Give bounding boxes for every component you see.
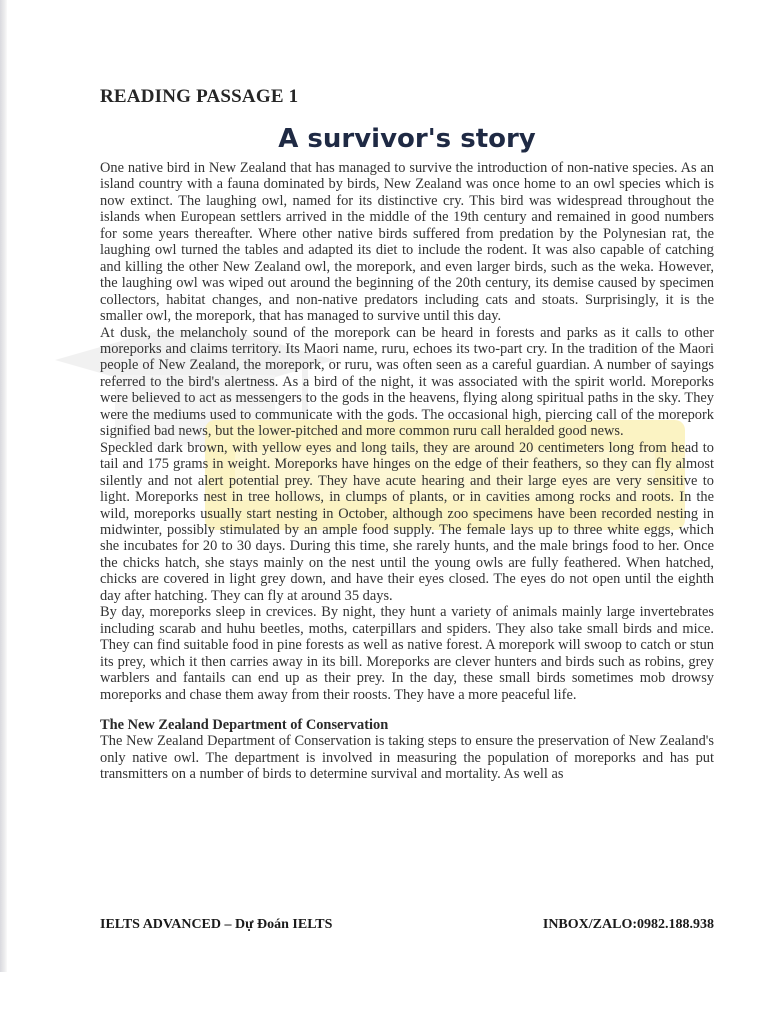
section-paragraph: The New Zealand Department of Conservation is taking steps to ensure the preservation of New Zealand's only native owl. The department is involved in measuring the population of moreporks and has put transmitters on a number of birds to determine survival and mortality. As well as (100, 733, 714, 783)
paragraph-2: At dusk, the melancholy sound of the morepork can be heard in forests and parks as it calls to other moreporks and claims territory. Its Maori name, ruru, echoes its two-part cry. In the tradition of the Maori people of New Zealand, the morepork, or ruru, was often seen as a careful guardian. A number of sayings referred to the bird's alertness. As a bird of the night, it was associated with the spirit world. Moreporks were believed to act as messengers to the gods in the heavens, flying along spiritual paths in the sky. They were the mediums used to communicate with the gods. The occasional high, piercing call of the morepork signified bad news, but the lower-pitched and more common ruru call heralded good news. (100, 324, 714, 440)
page-left-edge (0, 0, 7, 1024)
paragraph-3: Speckled dark brown, with yellow eyes and long tails, they are around 20 centimeters long from head to tail and 175 grams in weight. Moreporks have hinges on the edge of their feathers, so they can fly almost silently and not alert potential prey. They have acute hearing and their large eyes are very sensitive to light. Moreporks nest in tree hollows, in clumps of plants, or in cavities among rocks and roots. In the wild, moreporks usually start nesting in October, although zoo specimens have been recorded nesting in midwinter, possibly stimulated by an ample food supply. The female lays up to three white eggs, which she incubates for 20 to 30 days. During this time, she rarely hunts, and the male brings food to her. Once the chicks hatch, she stays mainly on the nest until the young owls are fully feathered. When hatched, chicks are covered in light grey down, and have their eyes closed. The eyes do not open until the eighth day after hatching. They can fly at around 35 days. (100, 439, 714, 604)
passage-title: A survivor's story (278, 124, 536, 154)
paragraph-1: One native bird in New Zealand that has managed to survive the introduction of non-native species. As an island country with a fauna dominated by birds, New Zealand was once home to an owl species which is now extinct. The laughing owl, named for its distinctive cry. This bird was widespread throughout the islands when European settlers arrived in the middle of the 19th century and remained in good numbers for some years thereafter. Where other native birds suffered from predation by the Polynesian rat, the laughing owl turned the tables and adapted its diet to include the rodent. It was also capable of catching and killing the other New Zealand owl, the morepork, and even larger birds, such as the weka. However, the laughing owl was wiped out around the beginning of the 20th century, its demise caused by specimen collectors, habitat changes, and non-native predators including cats and stoats. Surprisingly, it is the smaller owl, the morepork, that has managed to survive until this day. (100, 160, 714, 325)
page-bottom-margin (0, 972, 768, 1024)
footer-contact: INBOX/ZALO:0982.188.938 (542, 917, 714, 932)
paragraph-4: By day, moreporks sleep in crevices. By night, they hunt a variety of animals mainly large invertebrates including scarab and huhu beetles, moths, caterpillars and spiders. They also take small birds and mice. They can find suitable food in pine forests as well as native forest. A morepork will swoop to catch or stun its prey, which it then carries away in its bill. Moreporks are clever hunters and birds such as robins, grey warblers and fantails can end up as their prey. In the day, these small birds sometimes mob drowsy moreporks and chase them away from their roosts. They have a more peaceful life. (100, 604, 714, 703)
passage-body (100, 160, 714, 783)
passage-label: READING PASSAGE 1 (100, 86, 299, 107)
section-heading: The New Zealand Department of Conservation (100, 716, 389, 733)
footer-brand: IELTS ADVANCED – Dự Đoán IELTS (100, 917, 333, 932)
